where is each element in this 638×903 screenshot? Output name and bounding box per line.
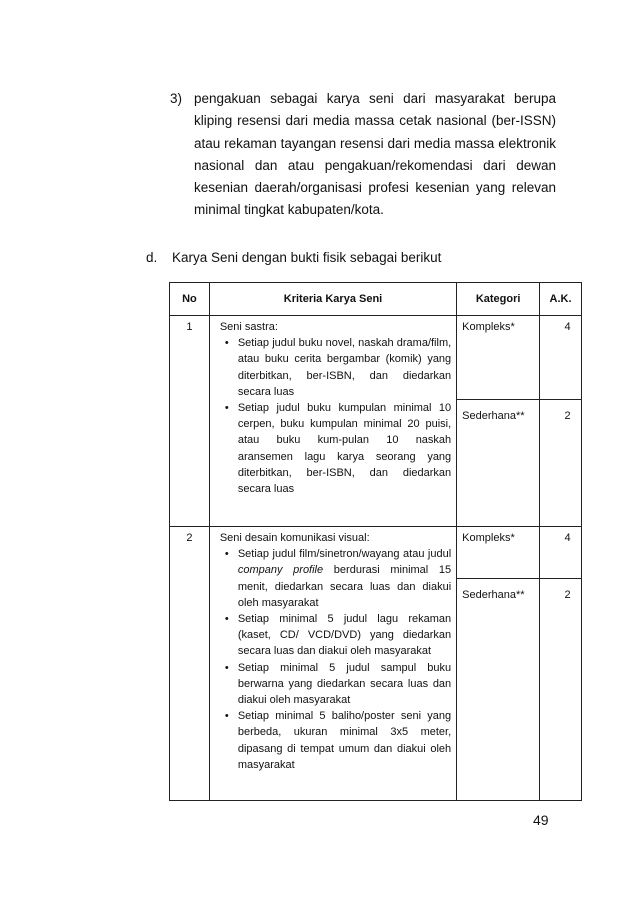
- criteria-title: Seni desain komunikasi visual:: [219, 532, 370, 544]
- category-complex: Kompleks*: [457, 527, 539, 579]
- category-simple: Sederhana**: [462, 410, 525, 422]
- credit-complex: 4: [540, 527, 581, 579]
- table-row: [170, 316, 582, 527]
- credit-cell: [540, 316, 582, 527]
- list-item: • Setiap minimal 5 judul sampul buku berwarna yang diedarkan secara luas dan diakui oleh masyarakat: [220, 660, 451, 709]
- list-item: • Setiap judul buku kumpulan minimal 10 cerpen, buku kumpulan minimal 20 puisi, atau buku kum-pulan 10 naskah aransemen lagu karya seorang yang diterbitkan, ber-ISBN, dan diedarkan secara luas: [220, 400, 451, 497]
- section-letter: d.: [146, 250, 158, 265]
- bullet-text-em: company profile: [237, 564, 324, 577]
- criteria-table: [169, 282, 582, 801]
- criteria-cell: [209, 527, 456, 801]
- header-ak: A.K.: [540, 283, 582, 316]
- credit-complex: 4: [540, 316, 581, 400]
- section-title: Karya Seni dengan bukti fisik sebagai berikut: [172, 250, 442, 265]
- list-item-3: [170, 88, 556, 222]
- criteria-title: Seni sastra:: [219, 321, 278, 333]
- row-number: 2: [170, 527, 210, 801]
- header-no: No: [170, 283, 210, 316]
- list-item-number: 3): [170, 91, 183, 106]
- list-item: • Setiap minimal 5 baliho/poster seni yang berbeda, ukuran minimal 3x5 meter, dipasang di tempat umum dan diakui oleh masyarakat: [220, 708, 451, 773]
- list-item-text: pengakuan sebagai karya seni dari masyarakat berupa kliping resensi dari media massa cetak nasional (ber-ISSN) atau rekaman tayangan resensi dari media massa elektronik nasional dan atau pengakuan/rekomendasi dari dewan kesenian daerah/organisasi profesi kesenian yang relevan minimal tingkat kabupaten/kota.: [194, 91, 556, 218]
- row-number: 1: [170, 316, 210, 527]
- category-cell: [457, 316, 540, 527]
- category-complex: Kompleks*: [457, 316, 539, 400]
- list-item: • Setiap minimal 5 judul lagu rekaman (kaset, CD/ VCD/DVD) yang diedarkan secara luas dan diakui oleh masyarakat: [220, 611, 451, 660]
- category-cell: [457, 527, 540, 801]
- page-number: 49: [533, 812, 549, 828]
- credit-simple: 2: [564, 410, 571, 422]
- table-row: [170, 527, 582, 801]
- list-item: • Setiap judul buku novel, naskah drama/film, atau buku cerita bergambar (komik) yang diterbitkan, ber-ISBN, dan diedarkan secara luas: [220, 335, 451, 400]
- credit-simple: 2: [564, 589, 571, 601]
- section-heading: [146, 250, 441, 265]
- bullet-text-post: berdurasi minimal 15 menit, diedarkan secara luas dan diakui oleh masyarakat: [237, 564, 452, 609]
- header-kriteria: Kriteria Karya Seni: [209, 283, 456, 316]
- criteria-cell: [209, 316, 456, 527]
- category-simple: Sederhana**: [462, 589, 525, 601]
- header-kategori: Kategori: [457, 283, 540, 316]
- credit-cell: [540, 527, 582, 801]
- list-item: [220, 546, 451, 611]
- bullet-text-pre: Setiap judul film/sinetron/wayang atau judul: [237, 548, 452, 561]
- table-header-row: [170, 283, 582, 316]
